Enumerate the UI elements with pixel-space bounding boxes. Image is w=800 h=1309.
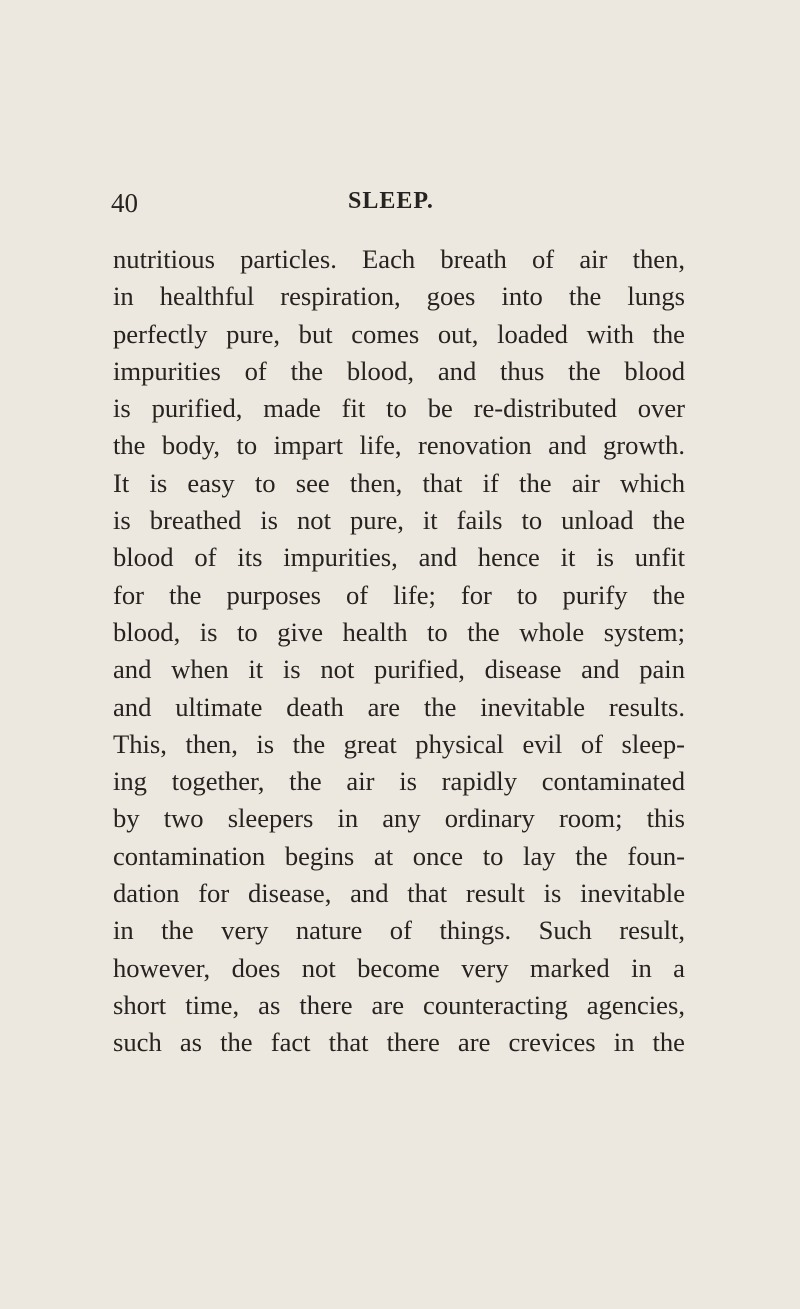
text-line: by two sleepers in any ordinary room; this (113, 803, 685, 834)
text-line: for the purposes of life; for to purify the (113, 579, 685, 610)
text-line: It is easy to see then, that if the air which (113, 467, 685, 498)
text-line: perfectly pure, but comes out, loaded with the (113, 318, 685, 349)
running-title: SLEEP. (348, 188, 434, 214)
text-line: nutritious particles. Each breath of air then, (113, 244, 685, 274)
text-line: dation for disease, and that result is inevitable (113, 878, 685, 909)
text-line: is purified, made fit to be re-distributed over (113, 393, 685, 424)
body-text (113, 241, 685, 1062)
text-line: contamination begins at once to lay the foun- (113, 840, 685, 871)
text-line: is breathed is not pure, it fails to unload the (113, 505, 685, 536)
text-line: This, then, is the great physical evil of sleep- (113, 728, 685, 759)
text-line: ing together, the air is rapidly contaminated (113, 766, 685, 797)
text-line: blood of its impurities, and hence it is unfit (113, 542, 685, 573)
text-line: the body, to impart life, renovation and growth. (113, 430, 685, 461)
text-line: however, does not become very marked in a (113, 952, 685, 983)
running-head (0, 188, 800, 218)
text-line: in the very nature of things. Such result, (113, 915, 685, 946)
text-line: such as the fact that there are crevices in the (113, 1027, 685, 1058)
text-line: impurities of the blood, and thus the blood (113, 355, 685, 386)
text-line: in healthful respiration, goes into the lungs (113, 281, 685, 312)
text-line: short time, as there are counteracting agencies, (113, 989, 685, 1020)
text-line: and when it is not purified, disease and pain (113, 654, 685, 685)
page-number: 40 (111, 188, 138, 218)
text-line: and ultimate death are the inevitable results. (113, 691, 685, 722)
text-line: blood, is to give health to the whole system; (113, 616, 685, 647)
